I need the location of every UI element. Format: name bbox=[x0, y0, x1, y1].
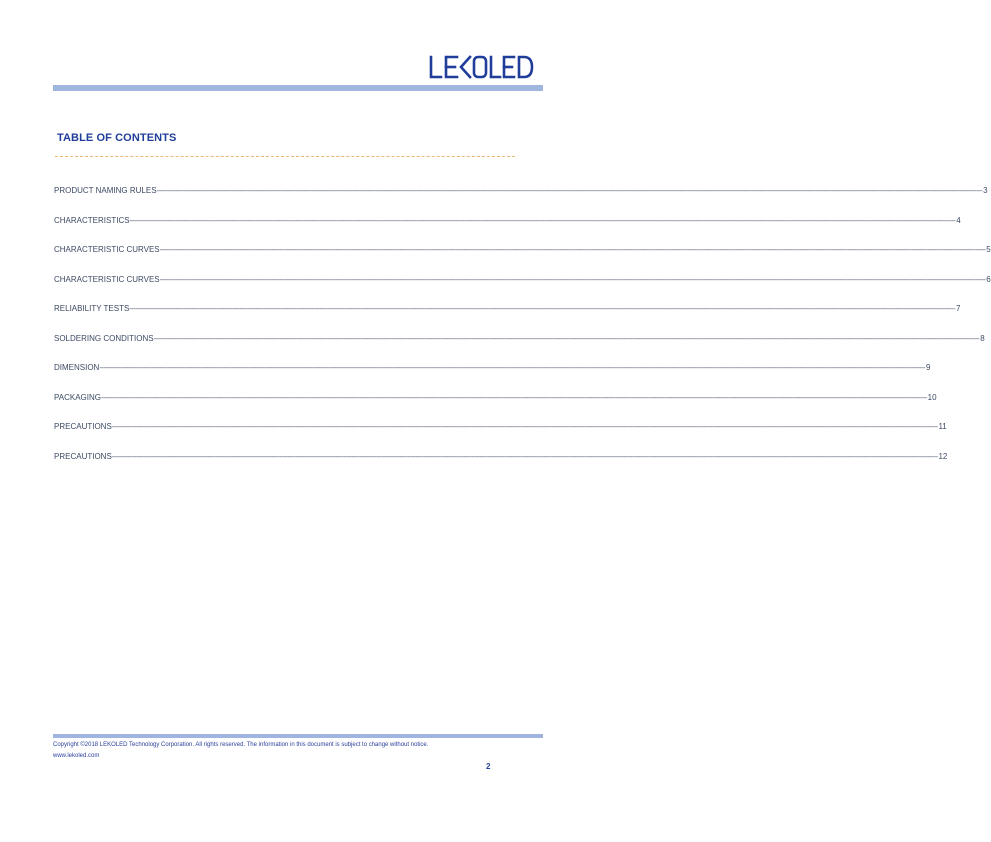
toc-entry[interactable] bbox=[54, 392, 937, 423]
page-number: 2 bbox=[486, 762, 491, 771]
toc-entry[interactable] bbox=[54, 422, 947, 452]
toc-entry[interactable] bbox=[54, 186, 988, 216]
toc-entry[interactable] bbox=[54, 304, 961, 334]
toc-entry-page: 4 bbox=[956, 215, 961, 225]
toc-entry-page: 7 bbox=[955, 304, 961, 313]
toc-entry-label: SOLDERING CONDITIONS bbox=[54, 333, 154, 343]
footer-accent-bar bbox=[53, 734, 543, 738]
toc-entry-label: CHARACTERISTICS bbox=[54, 215, 130, 225]
toc-list bbox=[54, 186, 991, 481]
toc-entry[interactable] bbox=[54, 245, 991, 275]
toc-heading-rule bbox=[55, 156, 515, 157]
header-accent-bar bbox=[53, 85, 543, 91]
website-link[interactable]: www.lekoled.com bbox=[53, 753, 100, 759]
toc-entry-page: 5 bbox=[986, 245, 991, 254]
toc-entry[interactable] bbox=[54, 451, 948, 482]
toc-dot-leader: ---------------------------------------------------------------------------------------------------------------------------------------------------------------------------------------------------------------------------------------------------------------------------------------------------------------------------------------------------------------------------------------------------------------- bbox=[156, 186, 983, 195]
toc-entry[interactable] bbox=[54, 363, 931, 393]
toc-entry-label: RELIABILITY TESTS bbox=[54, 304, 130, 313]
toc-entry-label: PACKAGING bbox=[54, 392, 101, 402]
toc-dot-leader: ---------------------------------------------------------------------------------------------------------------------------------------------------------------------------------------------------------------------------------------------------------------------------------------------------------------------------------------------------------------------------------------------------------------- bbox=[153, 333, 980, 343]
footer bbox=[53, 740, 428, 762]
toc-entry-page: 12 bbox=[938, 451, 948, 461]
toc-entry[interactable] bbox=[54, 274, 991, 305]
toc-entry-page: 10 bbox=[927, 392, 937, 402]
toc-dot-leader: ---------------------------------------------------------------------------------------------------------------------------------------------------------------------------------------------------------------------------------------------------------------------------------------------------------------------------------------------------------------------------------------------------------------- bbox=[100, 392, 927, 402]
toc-entry-page: 8 bbox=[980, 333, 985, 343]
toc-entry-page: 3 bbox=[983, 186, 988, 195]
toc-entry-page: 9 bbox=[925, 363, 931, 372]
toc-dot-leader: ---------------------------------------------------------------------------------------------------------------------------------------------------------------------------------------------------------------------------------------------------------------------------------------------------------------------------------------------------------------------------------------------------------------- bbox=[129, 215, 956, 225]
toc-entry[interactable] bbox=[54, 215, 961, 246]
toc-entry[interactable] bbox=[54, 333, 985, 364]
toc-entry-label: CHARACTERISTIC CURVES bbox=[54, 245, 160, 254]
toc-dot-leader: ---------------------------------------------------------------------------------------------------------------------------------------------------------------------------------------------------------------------------------------------------------------------------------------------------------------------------------------------------------------------------------------------------------------- bbox=[159, 245, 986, 254]
toc-heading: TABLE OF CONTENTS bbox=[57, 132, 177, 144]
toc-entry-label: PRODUCT NAMING RULES bbox=[54, 186, 157, 195]
toc-dot-leader: ---------------------------------------------------------------------------------------------------------------------------------------------------------------------------------------------------------------------------------------------------------------------------------------------------------------------------------------------------------------------------------------------------------------- bbox=[111, 451, 938, 461]
toc-entry-page: 6 bbox=[986, 274, 991, 284]
copyright-notice: Copyright ©2018 LEKOLED Technology Corporation. All rights reserved. The information in this document is subject to change without notice. bbox=[53, 742, 429, 748]
toc-entry-label: DIMENSION bbox=[54, 363, 100, 372]
toc-entry-label: PRECAUTIONS bbox=[54, 422, 112, 431]
toc-dot-leader: ---------------------------------------------------------------------------------------------------------------------------------------------------------------------------------------------------------------------------------------------------------------------------------------------------------------------------------------------------------------------------------------------------------------- bbox=[111, 422, 938, 431]
lekoled-logo bbox=[428, 54, 534, 80]
toc-entry-label: CHARACTERISTIC CURVES bbox=[54, 274, 160, 284]
toc-dot-leader: ---------------------------------------------------------------------------------------------------------------------------------------------------------------------------------------------------------------------------------------------------------------------------------------------------------------------------------------------------------------------------------------------------------------- bbox=[159, 274, 986, 284]
toc-dot-leader: ---------------------------------------------------------------------------------------------------------------------------------------------------------------------------------------------------------------------------------------------------------------------------------------------------------------------------------------------------------------------------------------------------------------- bbox=[129, 304, 955, 313]
toc-entry-page: 11 bbox=[938, 422, 947, 431]
toc-dot-leader: ---------------------------------------------------------------------------------------------------------------------------------------------------------------------------------------------------------------------------------------------------------------------------------------------------------------------------------------------------------------------------------------------------------------- bbox=[99, 363, 925, 372]
toc-entry-label: PRECAUTIONS bbox=[54, 451, 112, 461]
